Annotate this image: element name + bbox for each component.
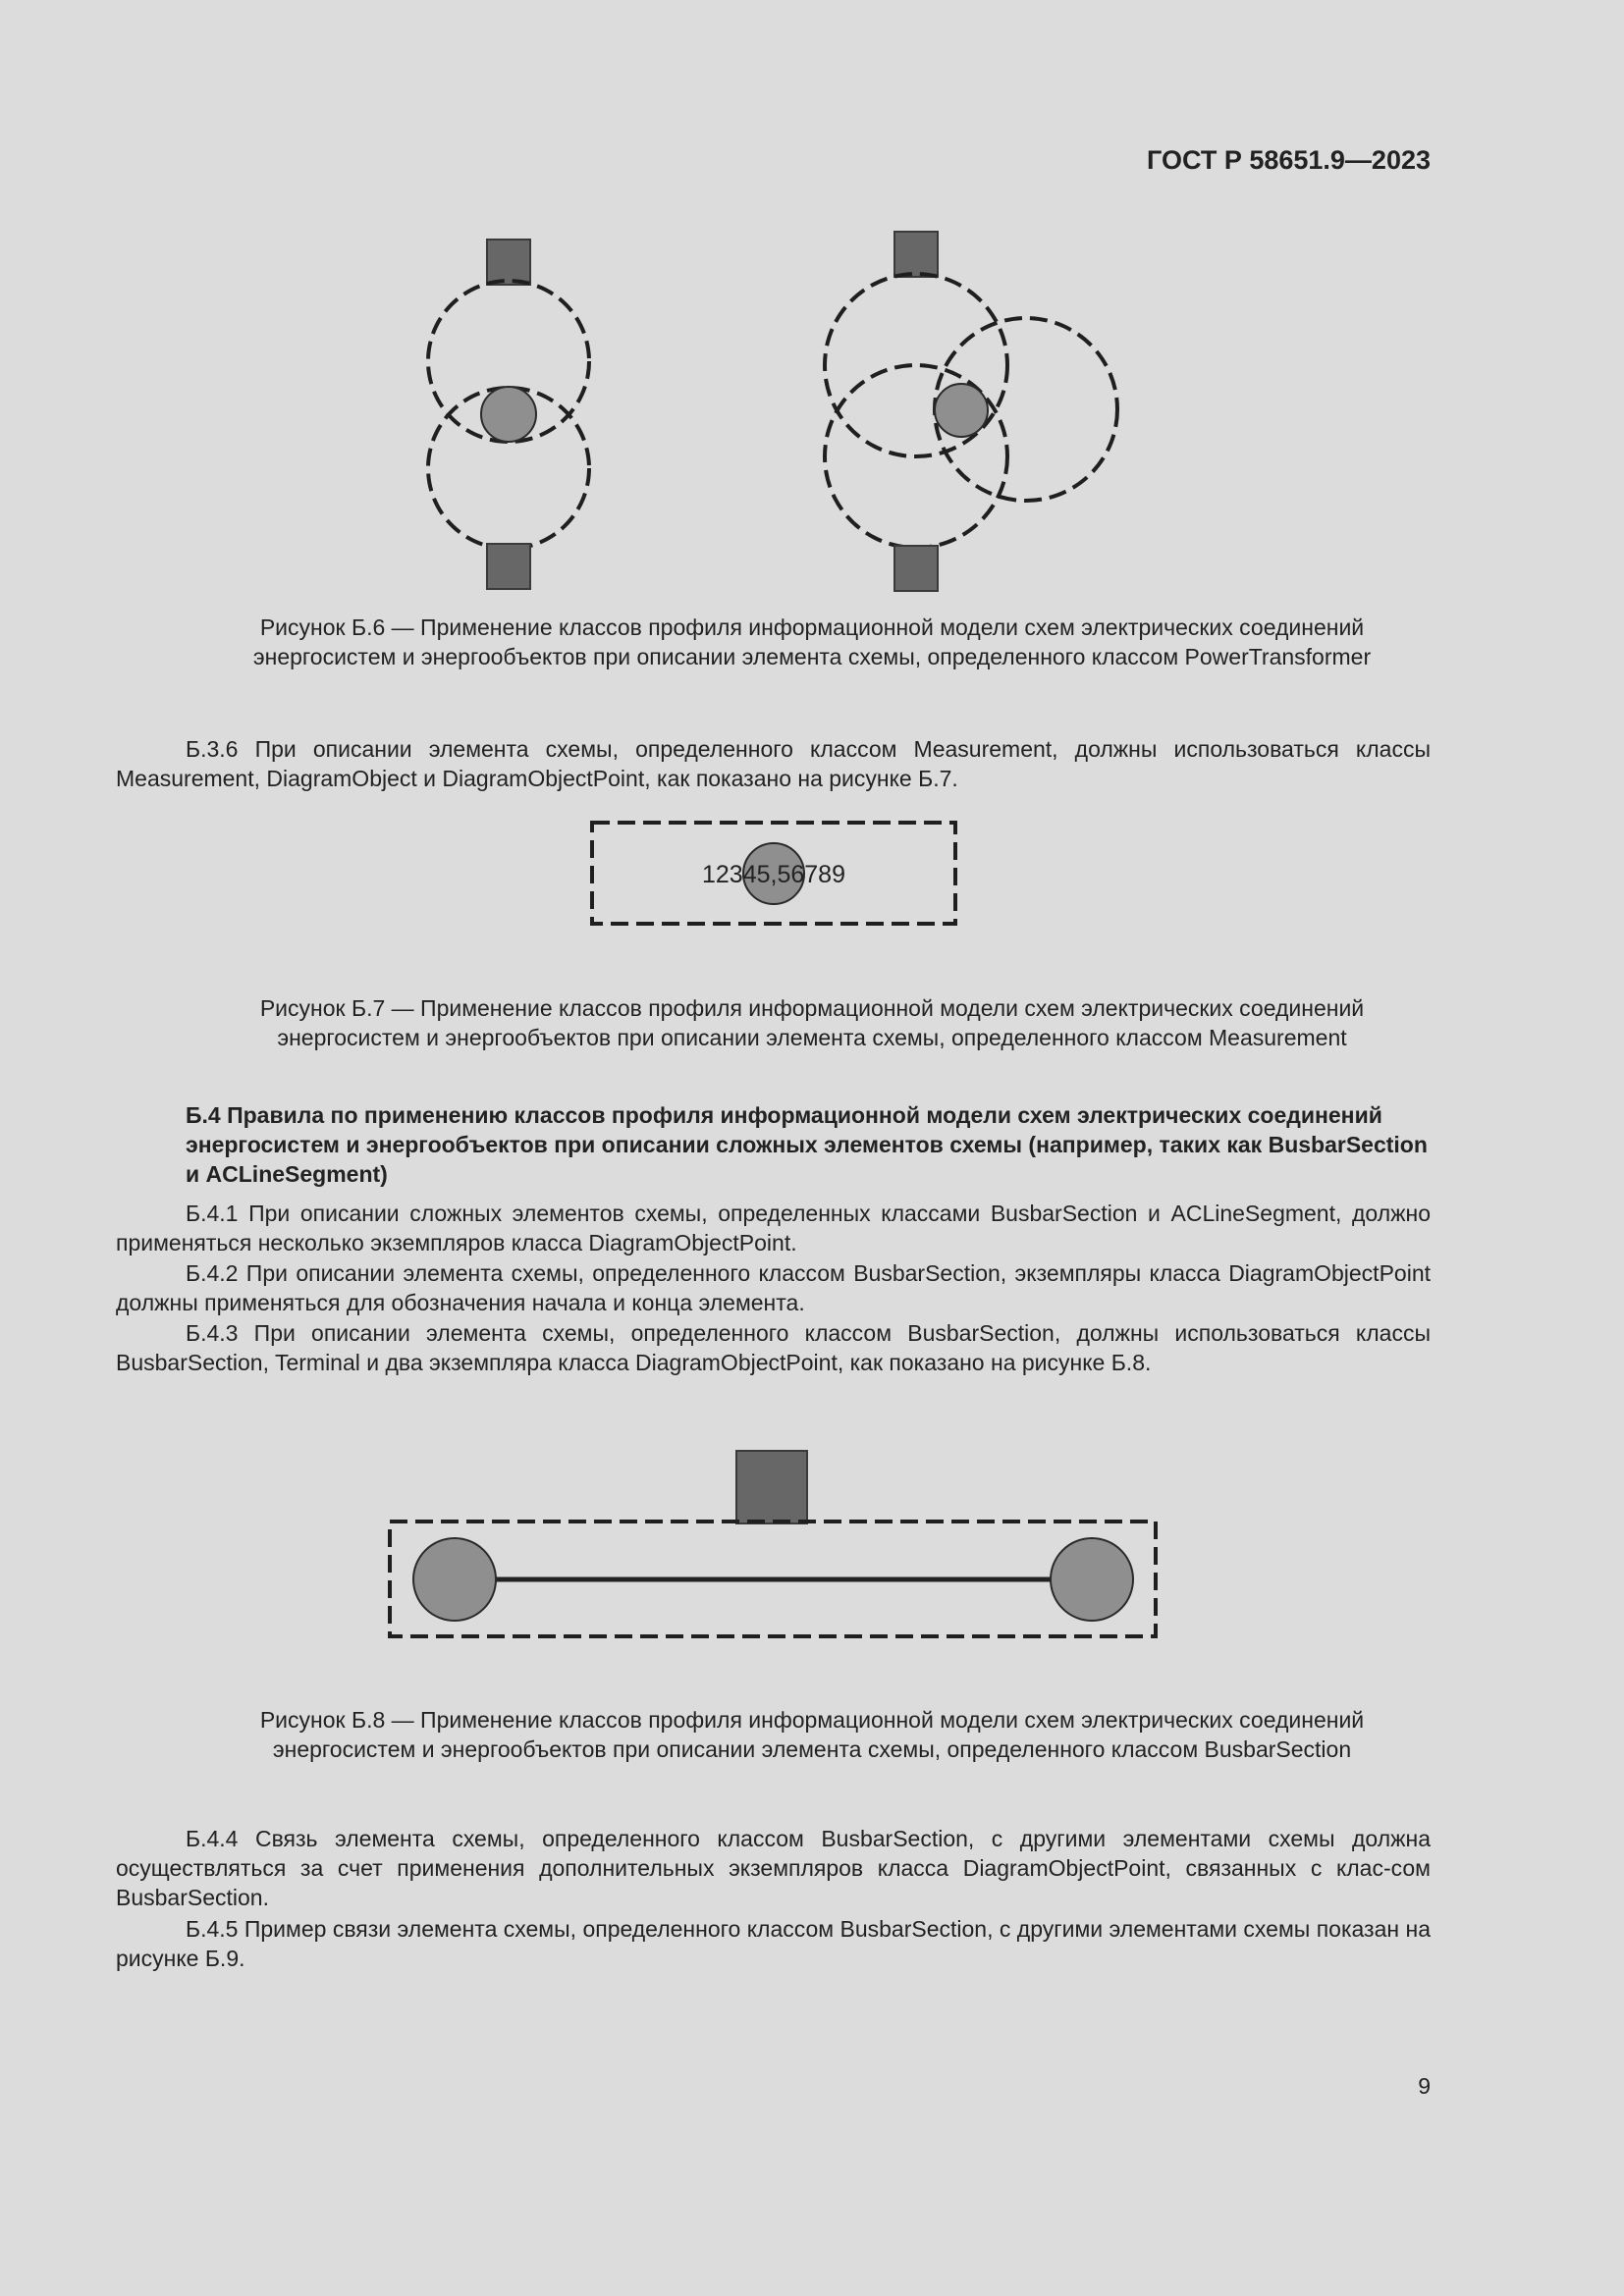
figure-b6-diagram xyxy=(0,0,1624,609)
caption-line: энергосистем и энергообъектов при описании элемента схемы, определенного классом PowerTransformer xyxy=(252,644,1372,669)
paragraph-b3-6: Б.3.6 При описании элемента схемы, определенного классом Measurement, должны использоваться классы Measurement, DiagramObject и DiagramObjectPoint, как показано на рисунке Б.7. xyxy=(116,736,1431,791)
document-header: ГОСТ Р 58651.9—2023 xyxy=(1147,145,1431,175)
paragraph-b4-3: Б.4.3 При описании элемента схемы, определенного классом BusbarSection, должны использоваться классы BusbarSection, Terminal и два экземпляра класса DiagramObjectPoint, как показано на рисунке Б.8. xyxy=(116,1320,1431,1375)
caption-line: Рисунок Б.8 — Применение классов профиля информационной модели схем электрических соединений xyxy=(259,1707,1365,1733)
figure-b8-diagram xyxy=(0,1443,1624,1649)
diagram-object-point-right xyxy=(935,384,988,437)
figure-b7-diagram xyxy=(0,815,1624,933)
diagram-object-point-left xyxy=(481,387,536,442)
figure-b8-caption xyxy=(116,1705,1508,1764)
caption-line: Рисунок Б.7 — Применение классов профиля информационной модели схем электрических соединений xyxy=(259,995,1365,1021)
terminal-bottom-right xyxy=(894,546,938,591)
section-heading-b4: Б.4 Правила по применению классов профиля информационной модели схем электрических соединений энергосистем и энергообъектов при описании сложных элементов схемы (например, таких как BusbarSection и ACLineSegment) xyxy=(186,1102,1428,1187)
paragraph-b4-2: Б.4.2 При описании элемента схемы, определенного классом BusbarSection, экземпляры класса DiagramObjectPoint должны применяться для обозначения начала и конца элемента. xyxy=(116,1260,1431,1315)
terminal xyxy=(736,1451,807,1523)
figure-b7-caption xyxy=(116,993,1508,1052)
terminal-top-right xyxy=(894,232,938,277)
caption-line: Рисунок Б.6 — Применение классов профиля информационной модели схем электрических соединений xyxy=(259,614,1365,640)
measurement-value: 12345,56789 xyxy=(702,861,845,888)
caption-line: энергосистем и энергообъектов при описании элемента схемы, определенного классом BusbarSection xyxy=(272,1736,1352,1762)
two-winding-transformer xyxy=(428,240,589,589)
terminal-top-left xyxy=(487,240,530,285)
diagram-object-point-start xyxy=(413,1538,496,1621)
paragraph-b4-5: Б.4.5 Пример связи элемента схемы, определенного классом BusbarSection, с другими элементами схемы показан на рисунке Б.9. xyxy=(116,1916,1431,1971)
diagram-object-point-end xyxy=(1051,1538,1133,1621)
page-number: 9 xyxy=(1418,2073,1431,2099)
figure-b6-caption xyxy=(116,613,1508,671)
paragraph-b4-4: Б.4.4 Связь элемента схемы, определенного классом BusbarSection, с другими элементами схемы должна осуществляться за счет применения дополнительных экземпляров класса DiagramObjectPoint, связанных с клас-сом BusbarSection. xyxy=(116,1826,1431,1910)
terminal-bottom-left xyxy=(487,544,530,589)
caption-line: энергосистем и энергообъектов при описании элемента схемы, определенного классом Measurement xyxy=(277,1025,1347,1050)
paragraph-b4-1: Б.4.1 При описании сложных элементов схемы, определенных классами BusbarSection и ACLineSegment, должно применяться несколько экземпляров класса DiagramObjectPoint. xyxy=(116,1201,1431,1255)
three-winding-transformer xyxy=(825,232,1117,591)
